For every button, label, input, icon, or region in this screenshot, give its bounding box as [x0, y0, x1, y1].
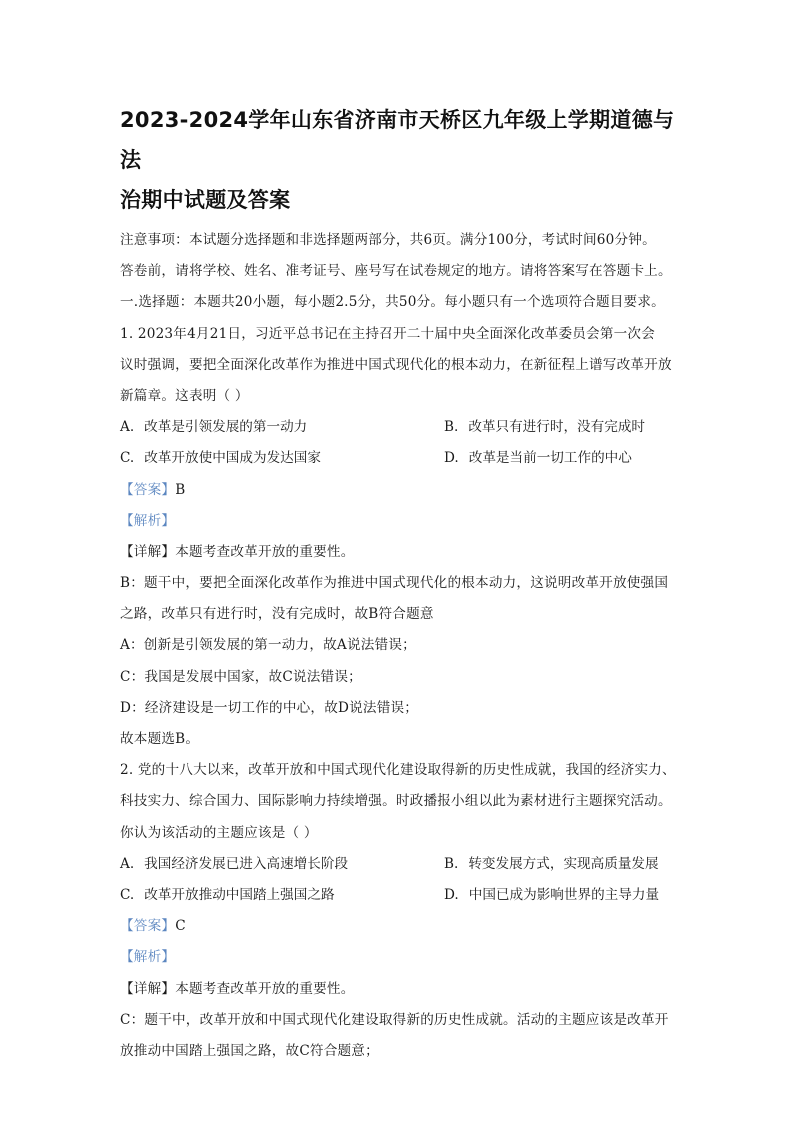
exam-notice: [120, 225, 676, 319]
explanation-conclusion: 故本题选B。: [120, 731, 200, 747]
explanation-line: C：题干中，改革开放和中国式现代化建设取得新的历史性成就。活动的主题应该是改革开: [120, 1011, 669, 1028]
notice-line: 答卷前，请将学校、姓名、准考证号、座号写在试卷规定的地方。请将答案写在答题卡上。: [120, 263, 672, 280]
question-options: [120, 412, 676, 474]
question-1: [120, 319, 676, 756]
answer-line: [120, 475, 676, 506]
section-heading: 一.选择题：本题共20小题，每小题2.5分，共50分。每小题只有一个选项符合题目要求。: [120, 294, 665, 311]
analysis-label: 【解析】: [120, 512, 176, 529]
title-line-2: 治期中试题及答案: [120, 188, 291, 212]
answer-label: 【答案】: [120, 481, 176, 498]
detail-label: 【详解】: [120, 980, 176, 997]
question-stem-line: 新篇章。这表明（ ）: [120, 387, 249, 404]
option-d: D. 中国已成为影响世界的主导力量: [444, 886, 660, 903]
question-stem-line: 议时强调，要把全面深化改革作为推进中国式现代化的根本动力，在新征程上谱写改革开放: [120, 356, 672, 373]
option-c: C. 改革开放推动中国踏上强国之路: [120, 886, 335, 903]
explanation-line: C：我国是发展中国家，故C说法错误；: [120, 668, 362, 685]
explanation-line: 之路，改革只有进行时，没有完成时，故B符合题意: [120, 606, 434, 623]
detail-label: 【详解】: [120, 543, 176, 560]
question-stem-line: 科技实力、综合国力、国际影响力持续增强。时政播报小组以此为素材进行主题探究活动。: [120, 793, 672, 810]
analysis-label: 【解析】: [120, 949, 176, 966]
explanation-line: B：题干中，要把全面深化改革作为推进中国式现代化的根本动力，这说明改革开放使强国: [120, 575, 669, 592]
notice-line: 注意事项：本试题分选择题和非选择题两部分，共6页。满分100分，考试时间60分钟。: [120, 232, 656, 248]
detail-line: 【详解】本题考查改革开放的重要性。: [120, 980, 355, 997]
option-a: A. 改革是引领发展的第一动力: [120, 419, 308, 436]
option-d: D. 改革是当前一切工作的中心: [444, 450, 632, 467]
answer-label: 【答案】: [120, 918, 176, 935]
option-c: C. 改革开放使中国成为发达国家: [120, 450, 321, 467]
question-stem-line: 1. 2023年4月21日，习近平总书记在主持召开二十届中央全面深化改革委员会第一次会: [120, 325, 656, 342]
option-b: B. 改革只有进行时，没有完成时: [444, 419, 646, 436]
analysis-line: [120, 506, 676, 537]
document-title: [120, 100, 676, 220]
option-b: B. 转变发展方式，实现高质量发展: [444, 855, 659, 872]
option-a: A. 我国经济发展已进入高速增长阶段: [120, 855, 349, 872]
explanation-line: A：创新是引领发展的第一动力，故A说法错误；: [120, 637, 416, 654]
detail-line: 【详解】本题考查改革开放的重要性。: [120, 543, 355, 560]
question-stem-line: 你认为该活动的主题应该是（ ）: [120, 824, 318, 841]
question-options: [120, 849, 676, 911]
explanation-line: D：经济建设是一切工作的中心，故D说法错误；: [120, 699, 419, 716]
analysis-line: [120, 942, 676, 973]
explanation-line: 放推动中国踏上强国之路，故C符合题意；: [120, 1042, 379, 1059]
question-stem-line: 2. 党的十八大以来，改革开放和中国式现代化建设取得新的历史性成就，我国的经济实力、: [120, 762, 676, 779]
answer-value: B: [175, 481, 186, 498]
title-line-1: 2023-2024学年山东省济南市天桥区九年级上学期道德与法: [120, 108, 675, 172]
document-page: [120, 100, 676, 1067]
answer-line: [120, 911, 676, 942]
question-2: [120, 755, 676, 1067]
answer-value: C: [175, 918, 186, 935]
